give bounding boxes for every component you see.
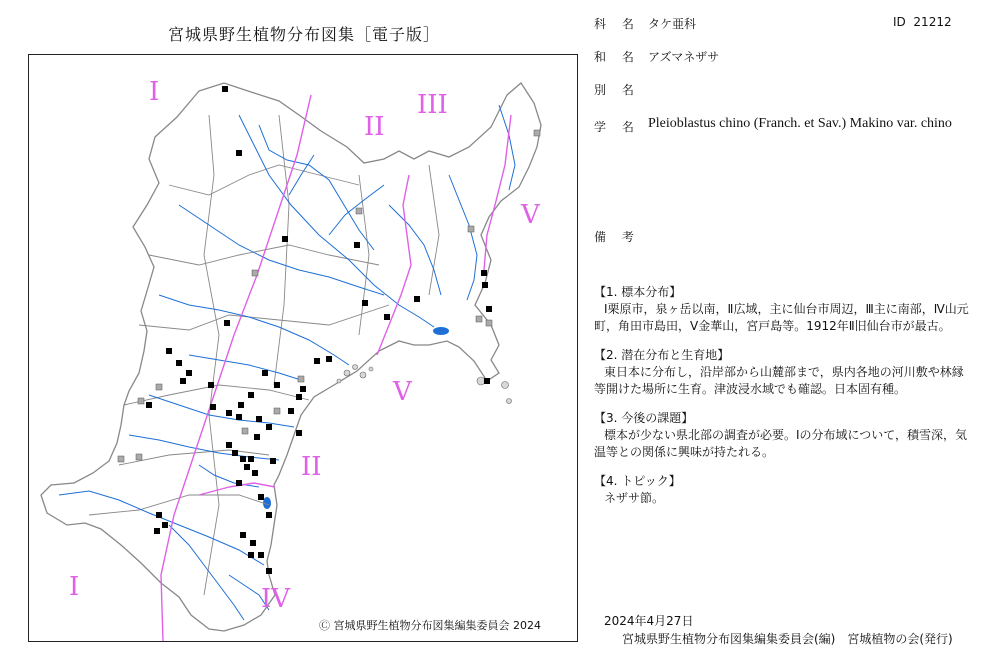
old-record-marker [138, 398, 144, 404]
specimen-marker [210, 404, 216, 410]
id-value: 21212 [913, 15, 952, 29]
specimen-marker [154, 528, 160, 534]
region-label: II [301, 452, 322, 482]
specimen-marker [236, 414, 242, 420]
old-record-marker [468, 226, 474, 232]
scientific-name-label: 学 名 [594, 120, 640, 134]
specimen-marker [146, 402, 152, 408]
remarks-label: 備 考 [594, 230, 640, 244]
japanese-name-label: 和 名 [594, 50, 640, 64]
region-label: V [521, 200, 540, 230]
note-body: Ⅰ栗原市，泉ヶ岳以南，Ⅱ広域，主に仙台市周辺，Ⅲ主に南部，Ⅳ山元町，角田市島田，Ⅴ金華山，宮戸島等。1912年Ⅱ旧仙台市が最古。 [594, 302, 969, 333]
region-label: V [393, 377, 412, 407]
specimen-marker [236, 150, 242, 156]
old-record-marker [476, 316, 482, 322]
specimen-marker [186, 370, 192, 376]
specimen-marker [266, 568, 272, 574]
family-label: 科 名 [594, 17, 640, 31]
specimen-marker [270, 458, 276, 464]
note-heading: 【2. 潜在分布と生育地】 [594, 348, 730, 362]
specimen-marker [248, 552, 254, 558]
note-body: 標本が少ない県北部の調査が必要。Ⅰの分布域について，積雪深，気温等との関係に興味が持たれる。 [594, 428, 968, 459]
specimen-marker [326, 356, 332, 362]
specimen-marker [258, 494, 264, 500]
specimen-marker [250, 540, 256, 546]
specimen-marker [314, 358, 320, 364]
note-body: 東日本に分布し，沿岸部から山麓部まで，県内各地の河川敷や林縁等開けた場所に生育。津波浸水域でも確認。日本固有種。 [594, 365, 964, 396]
specimen-marker [176, 360, 182, 366]
lake [433, 327, 449, 335]
old-record-marker [274, 408, 280, 414]
note-heading: 【3. 今後の課題】 [594, 411, 694, 425]
specimen-marker [162, 522, 168, 528]
specimen-marker [226, 410, 232, 416]
specimen-marker [254, 434, 260, 440]
specimen-marker [252, 470, 258, 476]
region-label: I [69, 572, 80, 602]
specimen-marker [238, 402, 244, 408]
note-section [594, 347, 974, 398]
map-canvas [29, 55, 577, 641]
specimen-marker [482, 282, 488, 288]
specimen-marker [224, 320, 230, 326]
specimen-marker [481, 270, 487, 276]
old-record-marker [356, 208, 362, 214]
specimen-marker [354, 242, 360, 248]
map-title: 宮城県野生植物分布図集［電子版］ [167, 25, 440, 44]
specimen-marker [362, 300, 368, 306]
old-record-marker [534, 130, 540, 136]
specimen-marker [156, 512, 162, 518]
specimen-marker [180, 378, 186, 384]
note-heading: 【4. トピック】 [594, 474, 681, 488]
region-label: II [364, 112, 385, 142]
alias-label: 別 名 [594, 83, 640, 97]
specimen-marker [236, 480, 242, 486]
specimen-marker [248, 392, 254, 398]
old-record-marker [486, 320, 492, 326]
distribution-map [28, 54, 578, 642]
publication-date: 2024年4月27日 [604, 614, 694, 628]
specimen-marker [414, 296, 420, 302]
specimen-marker [300, 386, 306, 392]
specimen-marker [274, 382, 280, 388]
specimen-marker [166, 348, 172, 354]
old-record-marker [136, 454, 142, 460]
old-record-marker [242, 428, 248, 434]
copyright-notice: Ⓒ 宮城県野生植物分布図集編集委員会 2024 [319, 619, 541, 632]
note-body: ネザサ節。 [604, 491, 665, 505]
specimen-marker [258, 552, 264, 558]
specimen-marker [262, 370, 268, 376]
note-section [594, 410, 974, 461]
id-field [893, 15, 952, 29]
family-value: タケ亜科 [648, 17, 697, 31]
specimen-marker [248, 456, 254, 462]
old-record-marker [118, 456, 124, 462]
specimen-marker [296, 430, 302, 436]
publisher: 宮城県野生植物分布図集編集委員会(編) 宮城植物の会(発行) [622, 632, 953, 646]
specimen-marker [240, 456, 246, 462]
notes-section [594, 284, 974, 519]
specimen-marker [266, 424, 272, 430]
specimen-marker [222, 86, 228, 92]
old-record-marker [252, 270, 258, 276]
specimen-marker [240, 532, 246, 538]
region-label: IV [261, 584, 291, 614]
japanese-name-value: アズマネザサ [648, 50, 720, 64]
specimen-marker [208, 382, 214, 388]
id-label: ID [893, 15, 906, 29]
specimen-marker [226, 442, 232, 448]
specimen-marker [486, 306, 492, 312]
specimen-marker [288, 408, 294, 414]
note-section [594, 284, 974, 335]
specimen-marker [484, 378, 490, 384]
note-section [594, 473, 974, 507]
old-record-marker [156, 384, 162, 390]
specimen-marker [256, 416, 262, 422]
region-label: I [149, 77, 160, 107]
specimen-marker [282, 236, 288, 242]
specimen-marker [384, 314, 390, 320]
note-heading: 【1. 標本分布】 [594, 285, 682, 299]
specimen-marker [244, 464, 250, 470]
specimen-marker [232, 450, 238, 456]
old-record-marker [298, 376, 304, 382]
region-label: III [417, 90, 448, 120]
prefecture-outline [41, 83, 541, 631]
specimen-marker [296, 394, 302, 400]
specimen-marker [266, 512, 272, 518]
scientific-name-value: Pleioblastus chino (Franch. et Sav.) Makino var. chino [648, 116, 952, 131]
